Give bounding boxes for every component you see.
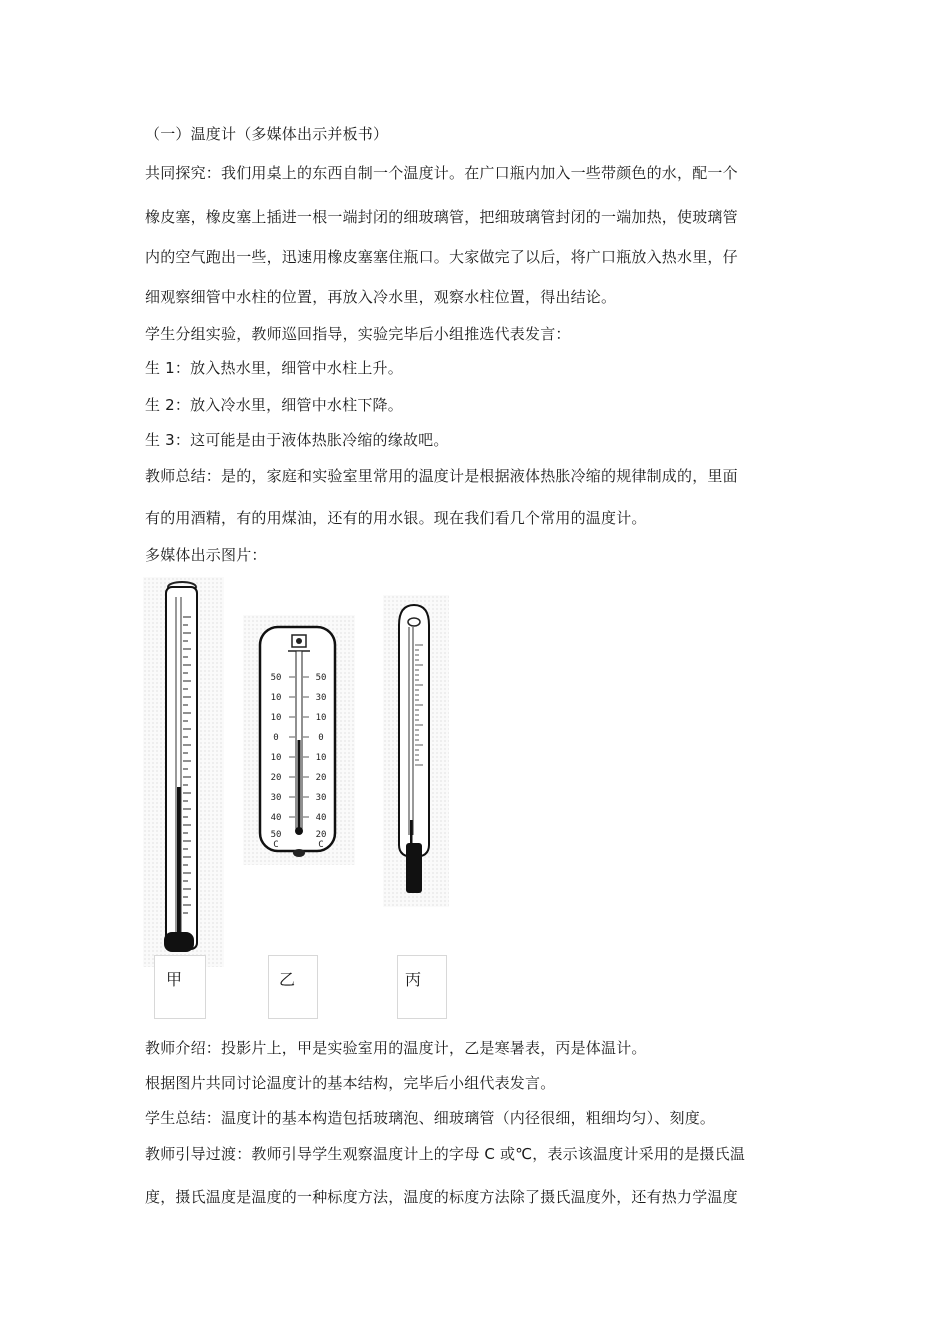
label-jia: 甲: [166, 970, 183, 989]
scale-left-label: 10: [270, 713, 282, 723]
thermometer-figure: [140, 575, 460, 1020]
paragraph-line: 橡皮塞，橡皮塞上插进一根一端封闭的细玻璃管，把细玻璃管封闭的一端加热，使玻璃管: [145, 208, 738, 226]
scale-left-label: 10: [270, 753, 282, 763]
paragraph-line: 内的空气跑出一些，迅速用橡皮塞塞住瓶口。大家做完了以后，将广口瓶放入热水里，仔: [145, 248, 738, 266]
paragraph-line: 根据图片共同讨论温度计的基本结构，完毕后小组代表发言。: [145, 1074, 556, 1092]
scale-right-label: 20: [315, 830, 327, 840]
scale-right-label: 50: [315, 673, 327, 683]
label-bing: 丙: [405, 970, 422, 989]
scale-left-label: 40: [270, 813, 282, 823]
thermometer-jia-image: [143, 577, 224, 967]
lab-thermometer-drawing: [143, 577, 224, 967]
paragraph-line: 生 3：这可能是由于液体热胀冷缩的缘故吧。: [145, 431, 449, 449]
scale-right-label: 10: [315, 753, 327, 763]
clinical-thermometer-drawing: [383, 595, 449, 907]
wall-thermometer-drawing: [243, 615, 355, 865]
paragraph-line: 有的用酒精，有的用煤油，还有的用水银。现在我们看几个常用的温度计。: [145, 509, 647, 527]
scale-right-label: 20: [315, 773, 327, 783]
scale-left-label: 50: [270, 673, 282, 683]
paragraph-line: 生 1：放入热水里，细管中水柱上升。: [145, 359, 403, 377]
unit-right-label: C: [318, 840, 324, 850]
scale-right-label: 10: [315, 713, 327, 723]
paragraph-line: 学生总结：温度计的基本构造包括玻璃泡、细玻璃管（内径很细，粗细均匀）、刻度。: [145, 1109, 716, 1127]
scale-right-label: 30: [315, 793, 327, 803]
paragraph-line: 多媒体出示图片：: [145, 546, 267, 564]
scale-left-label: 0: [273, 733, 279, 743]
thermometer-yi-image: [243, 615, 355, 865]
paragraph-line: 度，摄氏温度是温度的一种标度方法，温度的标度方法除了摄氏温度外，还有热力学温度: [145, 1188, 738, 1206]
paragraph-line: 共同探究：我们用桌上的东西自制一个温度计。在广口瓶内加入一些带颜色的水，配一个: [145, 164, 738, 182]
unit-left-label: C: [273, 840, 279, 850]
paragraph-line: 细观察细管中水柱的位置，再放入冷水里，观察水柱位置，得出结论。: [145, 288, 617, 306]
section-heading: （一）温度计（多媒体出示并板书）: [145, 125, 389, 143]
paragraph-line: 教师引导过渡：教师引导学生观察温度计上的字母 C 或℃，表示该温度计采用的是摄氏温: [145, 1145, 746, 1163]
scale-left-label: 10: [270, 693, 282, 703]
label-yi: 乙: [279, 970, 296, 989]
paragraph-line: 教师总结：是的，家庭和实验室里常用的温度计是根据液体热胀冷缩的规律制成的，里面: [145, 467, 738, 485]
scale-left-label: 20: [270, 773, 282, 783]
scale-right-label: 30: [315, 693, 327, 703]
thermometer-bing-image: [383, 595, 449, 907]
paragraph-line: 生 2：放入冷水里，细管中水柱下降。: [145, 396, 403, 414]
scale-right-label: 0: [318, 733, 324, 743]
scale-left-label: 30: [270, 793, 282, 803]
paragraph-line: 学生分组实验，教师巡回指导，实验完毕后小组推选代表发言：: [145, 325, 571, 343]
paragraph-line: 教师介绍：投影片上，甲是实验室用的温度计，乙是寒暑表，丙是体温计。: [145, 1039, 647, 1057]
scale-left-label: 50: [270, 830, 282, 840]
scale-right-label: 40: [315, 813, 327, 823]
